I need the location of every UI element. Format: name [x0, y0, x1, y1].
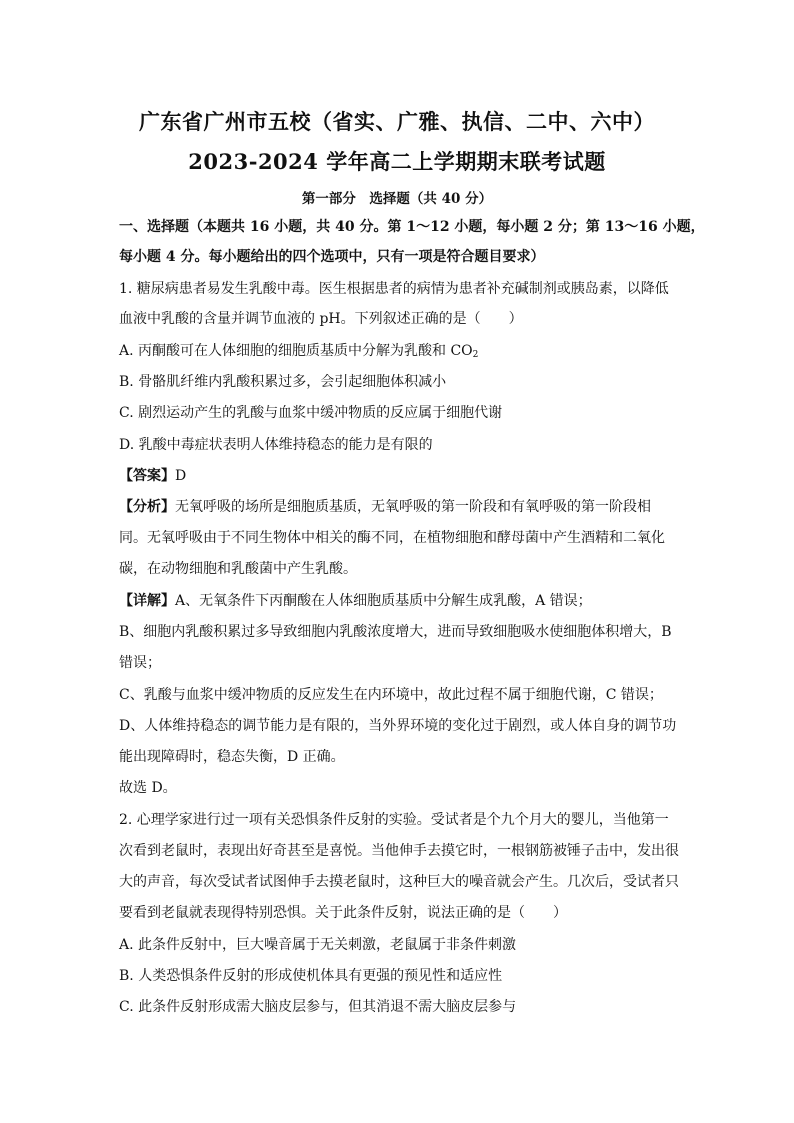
q1-detail-line-6: 能出现障碍时，稳态失衡，D 正确。: [119, 749, 345, 765]
q1-option-a-text: A. 丙酮酸可在人体细胞的细胞质基质中分解为乳酸和 CO: [119, 343, 473, 359]
q1-detail-label: 【详解】: [119, 593, 175, 609]
q1-detail-text-1: A、无氧条件下丙酮酸在人体细胞质基质中分解生成乳酸，A 错误；: [175, 593, 592, 609]
q1-analysis-line-1: [119, 498, 651, 516]
q1-analysis-line-3: 碳，在动物细胞和乳酸菌中产生乳酸。: [119, 561, 357, 577]
q1-option-d: D. 乳酸中毒症状表明人体维持稳态的能力是有限的: [119, 437, 433, 453]
q2-stem-line-1: 2. 心理学家进行过一项有关恐惧条件反射的实验。受试者是个九个月大的婴儿，当他第一: [119, 812, 669, 828]
q2-stem-line-3: 大的声音，每次受试者试图伸手去摸老鼠时，这种巨大的噪音就会产生。几次后，受试者只: [119, 874, 679, 890]
q1-detail-line-3: 错误；: [119, 655, 161, 671]
section-instruction-line-1: 一、选择题（本题共 16 小题，共 40 分。第 1～12 小题，每小题 2 分；第 13～16 小题，: [119, 219, 705, 235]
q1-analysis-text-1: 无氧呼吸的场所是细胞质基质，无氧呼吸的第一阶段和有氧呼吸的第一阶段相: [175, 499, 651, 515]
q1-stem-line-1: 1. 糖尿病患者易发生乳酸中毒。医生根据患者的病情为患者补充碱制剂或胰岛素，以降低: [119, 281, 669, 297]
section-instruction-line-2: 每小题 4 分。每小题给出的四个选项中，只有一项是符合题目要求）: [119, 249, 545, 265]
q2-option-a: A. 此条件反射中，巨大噪音属于无关刺激，老鼠属于非条件刺激: [119, 937, 517, 953]
q1-detail-line-4: C、乳酸与血浆中缓冲物质的反应发生在内环境中，故此过程不属于细胞代谢，C 错误；: [119, 687, 663, 703]
q2-stem-line-4: 要看到老鼠就表现得特别恐惧。关于此条件反射，说法正确的是（ ）: [119, 905, 567, 921]
q1-stem-line-2: 血液中乳酸的含量并调节血液的 pH。下列叙述正确的是（ ）: [119, 311, 523, 327]
part-heading: 第一部分 选择题（共 40 分）: [301, 191, 493, 207]
q1-conclusion: 故选 D。: [119, 780, 177, 796]
q2-option-c: C. 此条件反射形成需大脑皮层参与，但其消退不需大脑皮层参与: [119, 999, 517, 1015]
q1-option-b: B. 骨骼肌纤维内乳酸积累过多，会引起细胞体积减小: [119, 374, 447, 390]
exam-title-line-2: 2023-2024 学年高二上学期期末联考试题: [188, 149, 606, 174]
q1-answer-value: D: [175, 468, 187, 484]
q1-analysis-label: 【分析】: [119, 499, 175, 515]
q1-option-c: C. 剧烈运动产生的乳酸与血浆中缓冲物质的反应属于细胞代谢: [119, 405, 503, 421]
q1-answer-label: 【答案】: [119, 468, 175, 484]
q2-option-b: B. 人类恐惧条件反射的形成使机体具有更强的预见性和适应性: [119, 968, 503, 984]
q1-option-a: [119, 342, 478, 364]
q1-answer: [119, 467, 186, 485]
q1-detail-line-1: [119, 592, 592, 610]
exam-title-line-1: 广东省广州市五校（省实、广雅、执信、二中、六中）: [139, 109, 655, 134]
q1-detail-line-2: B、细胞内乳酸积累过多导致细胞内乳酸浓度增大，进而导致细胞吸水使细胞体积增大，B: [119, 624, 672, 640]
q2-stem-line-2: 次看到老鼠时，表现出好奇甚至是喜悦。当他伸手去摸它时，一根钢筋被锤子击中，发出很: [119, 843, 679, 859]
q1-analysis-line-2: 同。无氧呼吸由于不同生物体中相关的酶不同，在植物细胞和酵母菌中产生酒精和二氧化: [119, 530, 665, 546]
q1-option-a-subscript: 2: [472, 350, 479, 360]
q1-detail-line-5: D、人体维持稳态的调节能力是有限的，当外界环境的变化过于剧烈，或人体自身的调节功: [119, 718, 677, 734]
